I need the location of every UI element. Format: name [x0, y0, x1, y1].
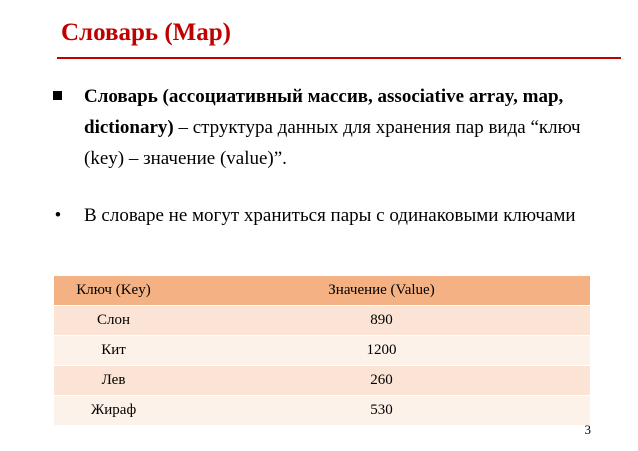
page-number: 3: [584, 422, 591, 437]
table-header-row: [54, 276, 590, 306]
bullet-text: В словаре не могут храниться пары с одинаковыми ключами: [84, 205, 576, 226]
table-row: [54, 306, 590, 336]
table-row: [54, 336, 590, 366]
cell-key: Кит: [54, 336, 173, 366]
slide-title: Словарь (Map): [61, 19, 231, 46]
header-value: Значение (Value): [173, 276, 590, 306]
bullet-text: [84, 81, 608, 174]
dictionary-table: [54, 275, 590, 426]
cell-key: Лев: [54, 366, 173, 396]
bullet-item-definition: [48, 81, 608, 174]
header-key: Ключ (Key): [54, 276, 173, 306]
cell-key: Слон: [54, 306, 173, 336]
title-divider: [57, 57, 621, 59]
cell-value: 530: [173, 396, 590, 426]
cell-value: 260: [173, 366, 590, 396]
table-row: [54, 366, 590, 396]
bullet-item-unique-keys: [48, 200, 608, 231]
bullet-definition: – структура данных для хранения пар вида “ключ (key) – значение (value)”.: [84, 117, 581, 169]
bullet-term: Словарь (ассоциативный массив, associative array, map, dictionary): [84, 86, 564, 138]
round-bullet-icon: •: [54, 205, 62, 226]
square-bullet-icon: [53, 91, 62, 100]
cell-value: 1200: [173, 336, 590, 366]
cell-key: Жираф: [54, 396, 173, 426]
table-row: [54, 396, 590, 426]
cell-value: 890: [173, 306, 590, 336]
